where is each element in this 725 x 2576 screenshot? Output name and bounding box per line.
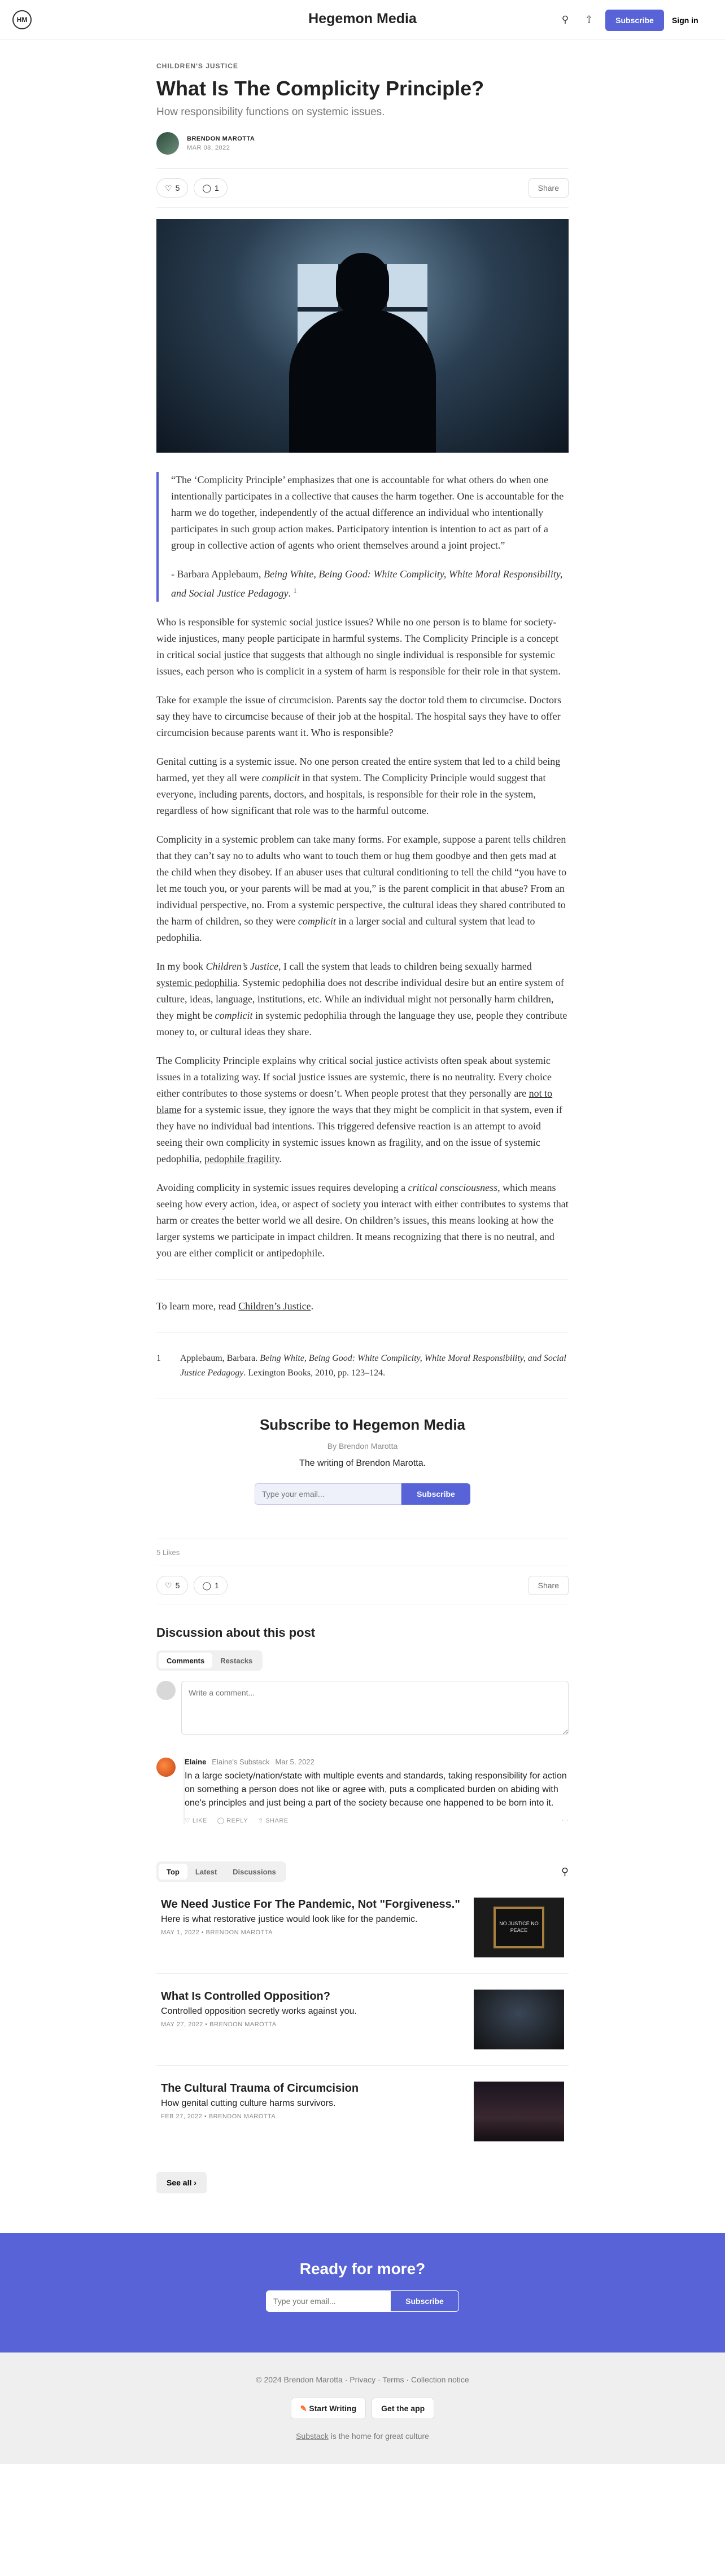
post-item-subtitle: Here is what restorative justice would look like for the pandemic.	[161, 1915, 418, 1924]
collection-notice-link[interactable]: Collection notice	[410, 2375, 469, 2384]
link-systemic-pedophilia[interactable]: systemic pedophilia	[156, 977, 238, 988]
like-button[interactable]	[156, 1576, 188, 1595]
commenter-publication[interactable]: Elaine's Substack	[212, 1758, 270, 1766]
email-input[interactable]	[266, 2290, 390, 2312]
share-icon[interactable]: ⇧	[584, 14, 593, 25]
get-app-button[interactable]: Get the app	[372, 2398, 434, 2419]
tab-latest[interactable]: Latest	[187, 1864, 225, 1880]
comment-share-button[interactable]: ⇧ SHARE	[257, 1817, 289, 1824]
hero-image[interactable]	[156, 219, 569, 453]
likes-count-line[interactable]: 5 Likes	[156, 1539, 569, 1557]
post-actions-bottom	[156, 1566, 569, 1605]
more-icon[interactable]: ···	[561, 1817, 569, 1824]
comment-count: 1	[215, 183, 219, 192]
paragraph: In my book Children’s Justice, I call the system that leads to children being sexually harmed systemic pedophilia. Systemic pedophilia does not describe individual desire but an entire system of culture, ideas, language, institutions, etc. While an individual might not personally harm children, they might be complicit in systemic pedophilia through the language they use, people they contribute money to, or cultural ideas they share.	[156, 961, 567, 1037]
discussion-title: Discussion about this post	[156, 1626, 316, 1640]
post-item-meta: MAY 27, 2022 • BRENDON MAROTTA	[161, 2021, 277, 2028]
ready-title: Ready for more?	[299, 2260, 426, 2277]
comment-input[interactable]	[181, 1681, 569, 1735]
paragraph: Who is responsible for systemic social justice issues? While no one person is to blame for society-wide injustices, many people participate in harmful systems. The Complicity Principle is a concept in critical social justice that suggests that although no single individual is responsible for systemic issues, each person who is complicit in a system of harm is responsible for their role in that system.	[156, 616, 561, 677]
paragraph: Take for example the issue of circumcision. Parents say the doctor told them to circumcise. Doctors say they have to circumcise because of their job at the hospital. The hospital says they have to offer circumcision because parents want it. Who is responsible?	[156, 694, 562, 738]
like-button[interactable]	[156, 178, 188, 198]
post-item-title[interactable]: What Is Controlled Opposition?	[161, 1990, 330, 2003]
post-item-meta: MAY 1, 2022 • BRENDON MAROTTA	[161, 1929, 273, 1936]
sign-text: NO JUSTICE NO PEACE	[493, 1907, 544, 1948]
subscribe-description: The writing of Brendon Marotta.	[299, 1458, 426, 1468]
subscribe-byline: By Brendon Marotta	[327, 1442, 398, 1451]
logo-text: HM	[16, 16, 28, 24]
comment	[156, 1758, 569, 1824]
commenter-name[interactable]: Elaine	[185, 1758, 207, 1766]
comment-icon: ◯	[202, 183, 212, 192]
post-thumbnail[interactable]	[474, 1990, 564, 2049]
search-icon[interactable]: ⚲	[561, 14, 569, 25]
learn-more: To learn more, read Children’s Justice.	[156, 1300, 314, 1312]
top-bar	[0, 0, 725, 40]
header-subscribe-button[interactable]: Subscribe	[605, 10, 664, 31]
publication-name[interactable]: Hegemon Media	[308, 11, 417, 27]
copyright: © 2024 Brendon Marotta	[256, 2375, 343, 2384]
see-all-button[interactable]: See all ›	[156, 2172, 207, 2193]
privacy-link[interactable]: Privacy	[350, 2375, 376, 2384]
post-item-title[interactable]: We Need Justice For The Pandemic, Not "Forgiveness."	[161, 1898, 460, 1911]
post-section[interactable]: CHILDREN'S JUSTICE	[156, 62, 238, 70]
user-avatar	[156, 1681, 176, 1700]
post-actions	[156, 168, 569, 208]
comment-reply-button[interactable]: ◯ REPLY	[217, 1817, 248, 1824]
email-input[interactable]	[255, 1483, 401, 1505]
subscribe-button[interactable]: Subscribe	[401, 1483, 470, 1505]
substack-link[interactable]: Substack	[296, 2432, 329, 2441]
link-not-to-blame[interactable]: not to blame	[156, 1088, 553, 1115]
paragraph: Complicity in a systemic problem can take many forms. For example, suppose a parent tells children that they can’t say no to adults who want to touch them or hug them goodbye and then gets mad at the child when they disobey. If an abuser uses that cultural conditioning to tell the child “you have to let me touch you, or your parents will be mad at you,” is the parent complicit in that abuse? From an individual perspective, no. From a systemic perspective, the cultural ideas they shared contributed to the harm of children, so they were complicit in a larger social and cultural system that lead to pedophilia.	[156, 834, 567, 943]
post-item-meta: FEB 27, 2022 • BRENDON MAROTTA	[161, 2113, 276, 2120]
post-item-subtitle: How genital cutting culture harms survivors.	[161, 2099, 336, 2108]
tab-comments[interactable]: Comments	[159, 1653, 212, 1668]
comment-text: In a large society/nation/state with multiple events and standards, taking responsibility for action on something a person does not like or agree with, puts a complicated burden on abiding with one's principles and just being a part of the society because one happened to be born into it.	[185, 1771, 567, 1808]
paragraph: Avoiding complicity in systemic issues requires developing a critical consciousness, which means seeing how every action, idea, or aspect of society you interact with either contributes to systems that harm or creates the better world we all desire. On children’s issues, this means looking at how the larger systems we participate in impact children. It means recognizing that there is no neutral, and you are either complicit or antipedophile.	[156, 1182, 569, 1259]
post-item[interactable]	[156, 1882, 569, 1974]
start-writing-button[interactable]: ✎ Start Writing	[291, 2398, 366, 2419]
footer: © 2024 Brendon Marotta · Privacy · Terms · Collection notice ✎ Start Writing Get the app Substack is the home for great culture	[0, 2352, 725, 2464]
paragraph: Genital cutting is a systemic issue. No one person created the entire system that led to a child being harmed, yet they all were complicit in that system. The Complicity Principle would suggest that everyone, including parents, doctors, and hospitals, is responsible for their role in the system, regardless of how significant that role was to the harmful outcome.	[156, 756, 561, 816]
pull-quote	[156, 472, 569, 602]
like-count: 5	[175, 183, 180, 192]
byline	[156, 132, 569, 155]
post-list-header	[156, 1861, 569, 1882]
footnote-ref[interactable]: 1	[293, 586, 297, 594]
substack-tagline: Substack is the home for great culture	[296, 2432, 429, 2441]
subscribe-box	[156, 1416, 569, 1505]
comment-button[interactable]	[194, 1576, 227, 1595]
search-icon[interactable]: ⚲	[561, 1865, 569, 1877]
footnote-number[interactable]: 1	[156, 1353, 161, 1363]
post-title: What Is The Complicity Principle?	[156, 77, 484, 100]
quote-attribution: - Barbara Applebaum, Being White, Being Good: White Complicity, White Moral Responsibility, and Social Justice Pedagogy. $^1$	[171, 568, 563, 599]
comment-count: 1	[215, 1581, 219, 1590]
subscribe-form	[156, 1483, 569, 1505]
commenter-avatar[interactable]	[156, 1758, 176, 1777]
pen-icon: ✎	[300, 2403, 307, 2413]
tab-discussions[interactable]: Discussions	[225, 1864, 284, 1880]
terms-link[interactable]: Terms	[382, 2375, 404, 2384]
footnote-text: Applebaum, Barbara. Being White, Being Good: White Complicity, White Moral Responsibility, and Social Justice Pedagogy. Lexington Books, 2010, pp. 123–124.	[180, 1353, 566, 1378]
comment-date[interactable]: Mar 5, 2022	[275, 1758, 315, 1766]
post-container	[156, 62, 569, 2193]
article-body	[156, 472, 569, 1381]
silhouette-body	[289, 309, 436, 453]
author-name[interactable]: BRENDON MAROTTA	[187, 135, 255, 142]
discussion-tabs	[156, 1650, 263, 1671]
post-thumbnail[interactable]	[474, 1898, 564, 1957]
quote-text: “The ‘Complicity Principle’ emphasizes that one is accountable for what others do when one intentionally participates in a collective that causes the harm together. One is accountable for the harm we do together, independently of the actual difference an individual who intentionally participates in such group action makes. Participatory intention is intention to act as part of a group in collective action of agents who orient themselves around a joint project.”	[171, 474, 564, 551]
subscribe-button[interactable]: Subscribe	[390, 2290, 459, 2312]
post-item[interactable]	[156, 1974, 569, 2066]
share-button[interactable]: Share	[529, 178, 569, 198]
heart-icon: ♡	[165, 183, 172, 192]
ready-form	[0, 2290, 725, 2312]
footnote	[156, 1351, 569, 1381]
paragraph: The Complicity Principle explains why critical social justice activists often speak about systemic issues in a totalizing way. If social justice issues are systemic, there is no neutrality. Every choice either contributes to those systems or doesn’t. When people protest that they personally are not to blame for a systemic issue, they ignore the ways that they might be complicit in that system, even if they have no individual bad intentions. This triggered defensive reaction is an attempt to avoid seeing their own complicity in systemic issues known as fragility, and on the issue of systemic pedophilia, pedophile fragility.	[156, 1055, 562, 1164]
tab-restacks[interactable]: Restacks	[212, 1653, 260, 1668]
post-subtitle: How responsibility functions on systemic issues.	[156, 106, 385, 118]
sign-in-button[interactable]: Sign in	[672, 10, 698, 31]
ready-banner	[0, 2233, 725, 2352]
share-button[interactable]: Share	[529, 1576, 569, 1595]
post-item[interactable]	[156, 2066, 569, 2157]
link-pedophile-fragility[interactable]: pedophile fragility	[204, 1153, 279, 1164]
comment-composer	[156, 1681, 569, 1735]
subscribe-title: Subscribe to Hegemon Media	[259, 1416, 466, 1433]
comment-like-button[interactable]: ♡ LIKE	[185, 1817, 207, 1824]
post-date: MAR 08, 2022	[187, 144, 230, 151]
author-avatar[interactable]	[156, 132, 179, 155]
post-item-title[interactable]: The Cultural Trauma of Circumcision	[161, 2082, 359, 2095]
comment-icon: ◯	[202, 1580, 212, 1590]
post-item-subtitle: Controlled opposition secretly works against you.	[161, 2007, 357, 2016]
heart-icon: ♡	[165, 1580, 172, 1590]
comment-button[interactable]	[194, 178, 227, 198]
tab-top[interactable]: Top	[159, 1864, 187, 1880]
post-thumbnail[interactable]	[474, 2082, 564, 2141]
silhouette-head	[336, 253, 389, 316]
link-childrens-justice[interactable]: Children’s Justice	[238, 1300, 311, 1312]
like-count: 5	[175, 1581, 180, 1590]
